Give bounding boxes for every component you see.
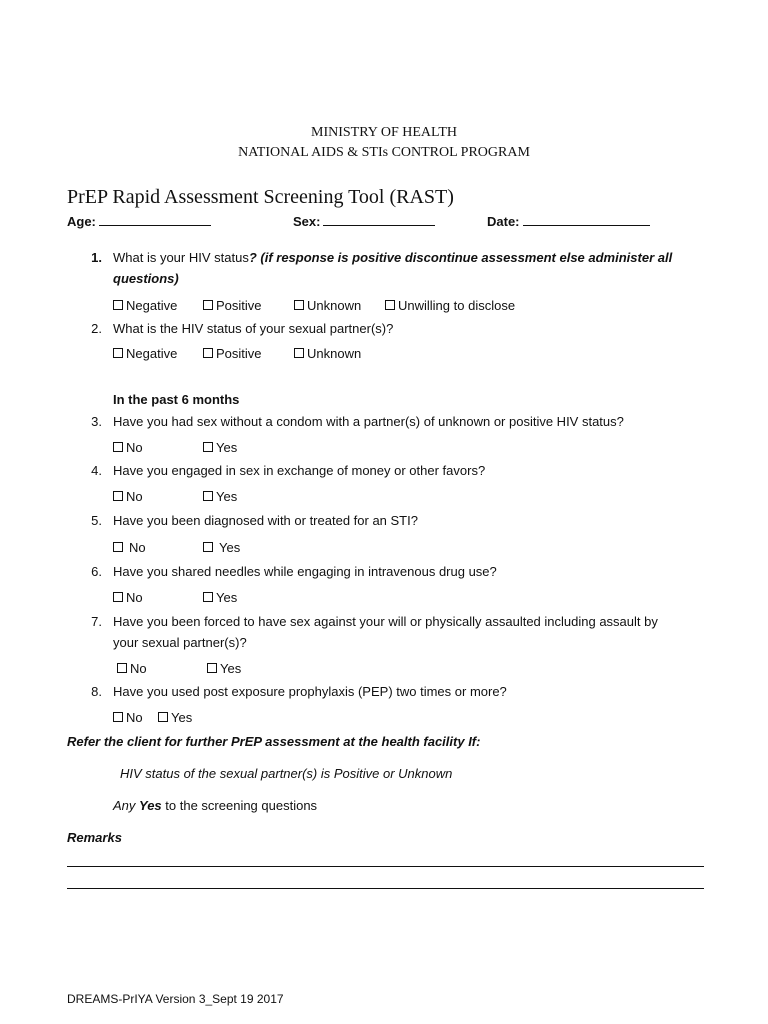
sex-field[interactable] <box>293 213 435 229</box>
checkbox-icon[interactable] <box>294 348 304 358</box>
checkbox-icon[interactable] <box>117 663 127 673</box>
question-number: 3. <box>91 414 102 429</box>
checkbox-option[interactable]: Yes <box>207 661 241 676</box>
date-field[interactable] <box>487 213 650 229</box>
checkbox-option[interactable]: Yes <box>203 540 240 555</box>
age-blank[interactable] <box>99 213 211 226</box>
sex-label: Sex: <box>293 214 321 229</box>
question-instruction: ? (if response is positive discontinue assessment else administer all <box>248 250 673 265</box>
checkbox-option[interactable]: Positive <box>203 346 262 361</box>
checkbox-option[interactable]: Yes <box>158 710 192 725</box>
remarks-line[interactable] <box>67 888 704 889</box>
checkbox-icon[interactable] <box>385 300 395 310</box>
question-text: Have you been forced to have sex against your will or physically assaulted including assault by <box>113 614 658 629</box>
question-instruction-cont: questions) <box>113 271 179 286</box>
question-number: 2. <box>91 321 102 336</box>
question-text: Have you used post exposure prophylaxis (PEP) two times or more? <box>113 684 507 699</box>
question-text: What is your HIV status <box>113 250 249 265</box>
checkbox-icon[interactable] <box>203 491 213 501</box>
checkbox-icon[interactable] <box>113 542 123 552</box>
question-number: 4. <box>91 463 102 478</box>
question-text: What is the HIV status of your sexual partner(s)? <box>113 321 394 336</box>
question-number: 5. <box>91 513 102 528</box>
footer-version: DREAMS-PrIYA Version 3_Sept 19 2017 <box>67 992 284 1006</box>
checkbox-icon[interactable] <box>203 592 213 602</box>
checkbox-option[interactable]: No <box>113 710 143 725</box>
question-text: Have you shared needles while engaging in intravenous drug use? <box>113 564 497 579</box>
checkbox-option[interactable]: No <box>113 440 143 455</box>
checkbox-option[interactable]: No <box>117 661 147 676</box>
section-heading: In the past 6 months <box>113 392 240 407</box>
checkbox-option[interactable]: Negative <box>113 346 177 361</box>
referral-heading: Refer the client for further PrEP assessment at the health facility If: <box>67 734 481 749</box>
date-label: Date: <box>487 214 520 229</box>
checkbox-icon[interactable] <box>113 300 123 310</box>
program-heading: NATIONAL AIDS & STIs CONTROL PROGRAM <box>238 145 530 160</box>
question-number: 1. <box>91 250 102 265</box>
checkbox-option[interactable]: Unwilling to disclose <box>385 298 515 313</box>
remarks-label: Remarks <box>67 830 122 845</box>
checkbox-icon[interactable] <box>113 442 123 452</box>
referral-criterion: HIV status of the sexual partner(s) is Positive or Unknown <box>120 766 453 781</box>
checkbox-option[interactable]: Yes <box>203 489 237 504</box>
checkbox-option[interactable]: Unknown <box>294 346 361 361</box>
checkbox-icon[interactable] <box>203 300 213 310</box>
checkbox-option[interactable]: Yes <box>203 590 237 605</box>
checkbox-icon[interactable] <box>158 712 168 722</box>
question-text-cont: your sexual partner(s)? <box>113 635 247 650</box>
question-text: Have you been diagnosed with or treated for an STI? <box>113 513 418 528</box>
age-field[interactable] <box>67 213 211 229</box>
question-text: Have you had sex without a condom with a partner(s) of unknown or positive HIV status? <box>113 414 624 429</box>
form-title: PrEP Rapid Assessment Screening Tool (RAST) <box>67 186 454 208</box>
question-text: Have you engaged in sex in exchange of money or other favors? <box>113 463 486 478</box>
checkbox-option[interactable]: Yes <box>203 440 237 455</box>
checkbox-icon[interactable] <box>203 442 213 452</box>
sex-blank[interactable] <box>323 213 435 226</box>
referral-criterion: Any Yes to the screening questions <box>113 798 318 813</box>
checkbox-icon[interactable] <box>207 663 217 673</box>
checkbox-option[interactable]: Positive <box>203 298 262 313</box>
question-number: 7. <box>91 614 102 629</box>
question-number: 8. <box>91 684 102 699</box>
date-blank[interactable] <box>523 213 650 226</box>
checkbox-icon[interactable] <box>113 712 123 722</box>
checkbox-option[interactable]: Unknown <box>294 298 361 313</box>
question-1-text <box>113 250 672 265</box>
checkbox-icon[interactable] <box>203 542 213 552</box>
checkbox-option[interactable]: No <box>113 489 143 504</box>
checkbox-icon[interactable] <box>113 491 123 501</box>
question-number: 6. <box>91 564 102 579</box>
checkbox-icon[interactable] <box>113 592 123 602</box>
age-label: Age: <box>67 214 96 229</box>
checkbox-icon[interactable] <box>113 348 123 358</box>
ministry-heading: MINISTRY OF HEALTH <box>311 125 457 140</box>
checkbox-icon[interactable] <box>203 348 213 358</box>
checkbox-icon[interactable] <box>294 300 304 310</box>
remarks-line[interactable] <box>67 866 704 867</box>
checkbox-option[interactable]: No <box>113 590 143 605</box>
checkbox-option[interactable]: Negative <box>113 298 177 313</box>
checkbox-option[interactable]: No <box>113 540 146 555</box>
